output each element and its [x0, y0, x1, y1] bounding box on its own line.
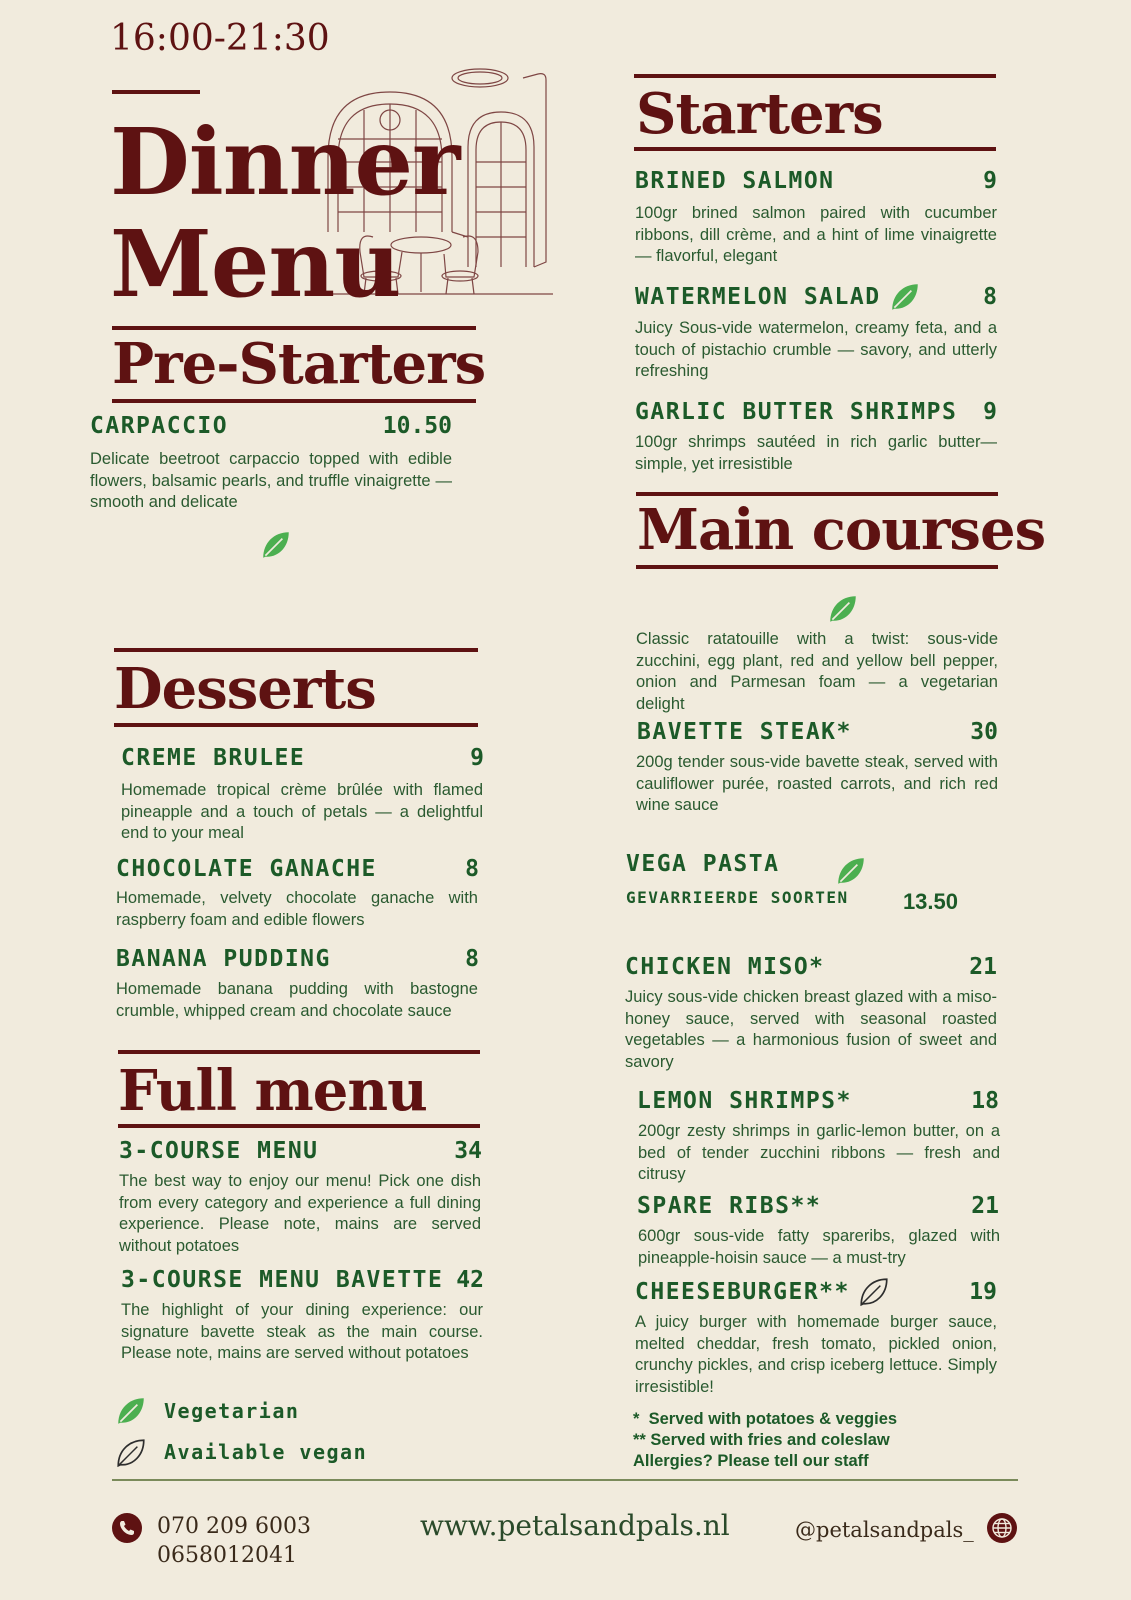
note-potatoes: * Served with potatoes & veggies	[633, 1410, 898, 1428]
dish-name: VEGA PASTA	[626, 851, 780, 877]
divider	[112, 399, 476, 403]
dish-name: LEMON SHRIMPS*	[637, 1088, 852, 1114]
divider	[114, 648, 478, 652]
dish-price: 18	[971, 1088, 999, 1114]
dish-price: 42	[456, 1267, 484, 1293]
dish-price: 21	[971, 1193, 999, 1219]
menu-title-line1: Dinner	[110, 108, 460, 216]
website-link[interactable]: www.petalsandpals.nl	[420, 1509, 730, 1542]
divider	[118, 1124, 480, 1128]
dish-price: 21	[969, 954, 997, 980]
dish-name: WATERMELON SALAD	[635, 284, 881, 310]
dish-price: 34	[454, 1138, 482, 1164]
mobile-number[interactable]: 0658012041	[157, 1543, 297, 1568]
dish-price: 10.50	[382, 413, 452, 439]
dish-name: BANANA PUDDING	[116, 946, 331, 972]
phone-number[interactable]: 070 209 6003	[157, 1514, 311, 1539]
dish-description: The best way to enjoy our menu! Pick one dish from every category and experience a full dining experience. Please note, mains are served without potatoes	[119, 1172, 481, 1255]
dish-description: Homemade banana pudding with bastogne crumble, whipped cream and chocolate sauce	[116, 980, 478, 1020]
leaf-filled-icon	[259, 528, 293, 562]
footer-divider	[112, 1479, 1018, 1481]
dish-price: 8	[983, 284, 997, 310]
divider	[112, 90, 200, 94]
dish-name: BAVETTE STEAK*	[637, 719, 852, 745]
dish-price: 8	[465, 946, 479, 972]
divider	[118, 1050, 480, 1054]
dish-name: GARLIC BUTTER SHRIMPS	[635, 399, 958, 425]
leaf-outline-icon	[857, 1275, 891, 1309]
starters-heading: Starters	[636, 81, 883, 147]
note-fries: ** Served with fries and coleslaw	[633, 1431, 890, 1449]
dish-name: 3-COURSE MENU	[119, 1138, 319, 1164]
dish-description: 100gr brined salmon paired with cucumber ribbons, dill crème, and a hint of lime vinaigrette — flavorful, elegant	[635, 204, 997, 265]
dish-name: CREME BRULEE	[121, 745, 306, 771]
dish-description: Juicy sous-vide chicken breast glazed with a miso-honey sauce, served with seasonal roasted vegetables — a harmonious fusion of sweet and savory	[625, 988, 997, 1071]
divider	[636, 565, 998, 569]
divider	[634, 74, 996, 78]
main-courses-heading: Main courses	[637, 497, 1046, 563]
pre-starters-heading: Pre-Starters	[112, 331, 486, 397]
full-menu-heading: Full menu	[118, 1058, 427, 1124]
leaf-filled-icon	[834, 854, 868, 888]
dish-name: CHOCOLATE GANACHE	[116, 856, 377, 882]
social-handle[interactable]: @petalsandpals_	[795, 1518, 974, 1542]
dish-price: 8	[465, 856, 479, 882]
dish-description: Delicate beetroot carpaccio topped with edible flowers, balsamic pearls, and truffle vinaigrette — smooth and delicate	[90, 450, 452, 511]
dish-price: 9	[983, 399, 997, 425]
dish-description: Homemade, velvety chocolate ganache with raspberry foam and edible flowers	[116, 889, 478, 929]
note-allergies: Allergies? Please tell our staff	[633, 1452, 869, 1470]
dish-subtitle: GEVARRIEERDE SOORTEN	[626, 888, 849, 907]
dish-description: 200gr zesty shrimps in garlic-lemon butter, on a bed of tender zucchini ribbons — fresh and citrusy	[638, 1122, 1000, 1183]
divider	[114, 723, 478, 727]
divider	[634, 147, 996, 151]
dish-price: 9	[983, 168, 997, 194]
dish-price: 9	[470, 745, 484, 771]
dish-description: Classic ratatouille with a twist: sous-vide zucchini, egg plant, red and yellow bell pepper, onion and Parmesan foam — a vegetarian delight	[636, 630, 998, 713]
dish-name: CHEESEBURGER**	[635, 1279, 850, 1305]
dish-description: Juicy Sous-vide watermelon, creamy feta, and a touch of pistachio crumble — savory, and utterly refreshing	[635, 319, 997, 380]
dish-price: 30	[970, 719, 998, 745]
globe-icon	[987, 1513, 1017, 1543]
legend-vegan: Available vegan	[164, 1440, 368, 1464]
leaf-outline-icon	[114, 1436, 148, 1470]
desserts-heading: Desserts	[114, 656, 376, 722]
dish-name: CARPACCIO	[90, 413, 229, 439]
dish-description: A juicy burger with homemade burger sauce, melted cheddar, fresh tomato, pickled onion, crunchy pickles, and crisp iceberg lettuce. Simply irresistible!	[635, 1313, 997, 1396]
dish-name: SPARE RIBS**	[637, 1193, 822, 1219]
dish-name: 3-COURSE MENU BAVETTE	[121, 1267, 444, 1293]
opening-hours: 16:00-21:30	[110, 18, 330, 59]
leaf-filled-icon	[888, 280, 922, 314]
dish-description: 200g tender sous-vide bavette steak, served with cauliflower purée, roasted carrots, and rich red wine sauce	[636, 753, 998, 814]
dish-description: The highlight of your dining experience: our signature bavette steak as the main course. Please note, mains are served without potatoes	[121, 1301, 483, 1362]
leaf-filled-icon	[114, 1394, 148, 1428]
phone-icon	[112, 1513, 142, 1543]
dish-name: CHICKEN MISO*	[625, 954, 825, 980]
legend-vegetarian: Vegetarian	[164, 1399, 300, 1423]
dish-price: 19	[969, 1279, 997, 1305]
leaf-filled-icon	[826, 592, 860, 626]
dish-name: BRINED SALMON	[635, 168, 835, 194]
divider	[636, 492, 998, 496]
dish-description: Homemade tropical crème brûlée with flamed pineapple and a touch of petals — a delightful end to your meal	[121, 781, 483, 842]
dish-description: 600gr sous-vide fatty spareribs, glazed with pineapple-hoisin sauce — a must-try	[638, 1227, 1000, 1267]
dish-price: 13.50	[902, 889, 958, 914]
dish-description: 100gr shrimps sautéed in rich garlic butter— simple, yet irresistible	[635, 433, 997, 473]
menu-title-line2: Menu	[110, 210, 401, 318]
